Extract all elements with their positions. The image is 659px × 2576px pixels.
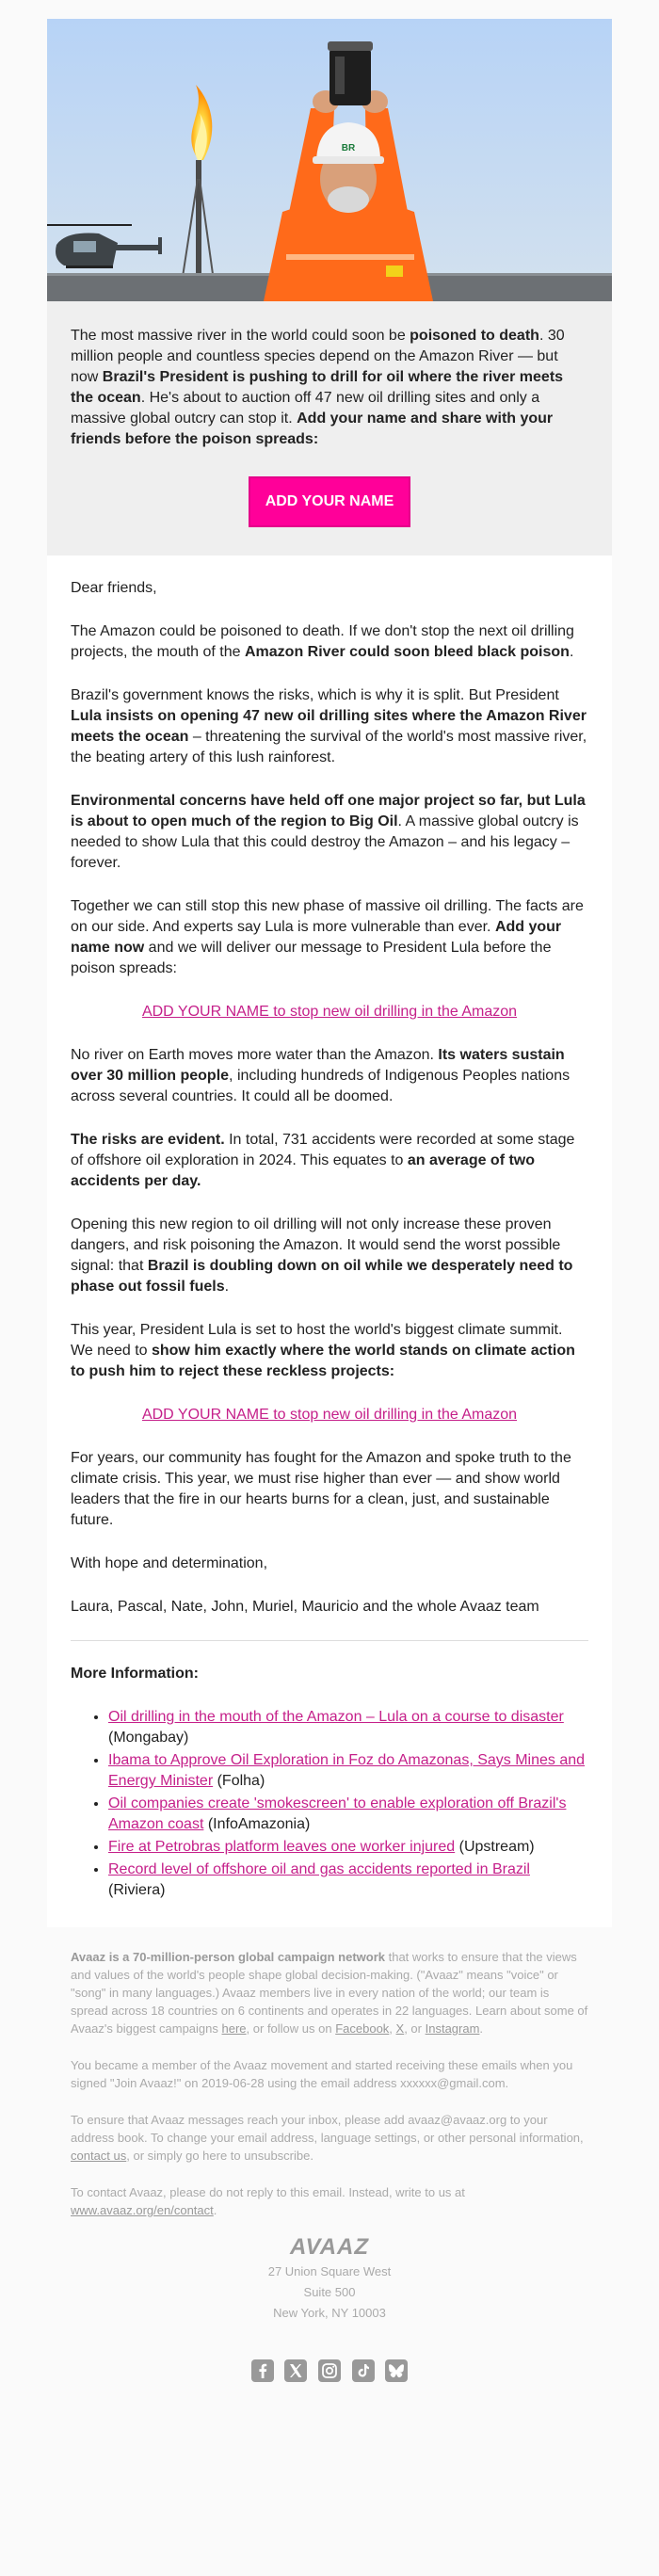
paragraph-9: For years, our community has fought for the Amazon and spoke truth to the climate crisis. This year, we must rise higher than ever — and show world leaders that the fire in our hearts burns for a clean, just, and sustainable future.: [71, 1450, 571, 1528]
p5-text-2: , including hundreds of Indigenous Peoples nations across several countries. It could all be doomed.: [71, 1068, 571, 1104]
sources-list: [71, 1707, 588, 1901]
paragraph-1: [71, 621, 588, 663]
source-link-4[interactable]: Fire at Petrobras platform leaves one worker injured: [108, 1839, 456, 1855]
bluesky-icon[interactable]: [385, 2359, 408, 2382]
intro-bold-3: Add your name and share with your friends before the poison spreads:: [71, 411, 554, 447]
more-information-title: More Information:: [71, 1666, 199, 1682]
p4-text-1: Together we can still stop this new phase of massive oil drilling. The facts are on our side. And experts say Lula is more vulnerable than ever.: [71, 898, 584, 935]
source-item: [108, 1750, 588, 1792]
intro-bold-1: poisoned to death: [410, 328, 539, 344]
paragraph-4: [71, 896, 588, 979]
p3-text-1: . A massive global outcry is needed to show Lula that this could destroy the Amazon – and his legacy – forever.: [71, 813, 579, 871]
p6-bold-1: The risks are evident.: [71, 1132, 225, 1148]
footer-link-contact-url[interactable]: www.avaaz.org/en/contact: [71, 2203, 214, 2217]
address-line-3: New York, NY 10003: [273, 2306, 386, 2320]
intro-text-3: . He's about to auction off 47 new oil drilling sites and only a massive global outcry can stop it.: [71, 390, 540, 427]
footer-about-bold: Avaaz is a 70-million-person global campaign network: [71, 1950, 385, 1964]
p6-text-1: In total, 731 accidents were recorded at some stage of offshore oil exploration in 2024. This equates to: [71, 1132, 575, 1168]
instagram-icon[interactable]: [318, 2359, 341, 2382]
intro-text-2: . 30 million people and countless species depend on the Amazon River — but now: [71, 328, 565, 385]
source-outlet-2: (Folha): [213, 1773, 265, 1789]
footer-about-end: .: [479, 2021, 484, 2036]
address-line-1: 27 Union Square West: [267, 2264, 392, 2278]
p7-text-2: .: [224, 1279, 230, 1295]
footer-inbox: [71, 2111, 588, 2165]
closing: With hope and determination,: [71, 1555, 268, 1571]
facebook-icon[interactable]: [251, 2359, 274, 2382]
footer-link-contact-us[interactable]: contact us: [71, 2149, 127, 2163]
intro-section: [47, 301, 612, 555]
p5-text-1: No river on Earth moves more water than the Amazon.: [71, 1047, 439, 1063]
paragraph-7: [71, 1215, 588, 1297]
p1-bold-1: Amazon River could soon bleed black poison: [245, 644, 570, 660]
footer-contact: [71, 2183, 588, 2219]
greeting: Dear friends,: [71, 580, 157, 596]
tiktok-icon[interactable]: [352, 2359, 375, 2382]
paragraph-8: [71, 1320, 588, 1382]
footer-link-facebook[interactable]: Facebook: [335, 2021, 390, 2036]
source-outlet-4: (Upstream): [455, 1839, 535, 1855]
footer-contact-end: .: [213, 2203, 217, 2217]
p8-bold-1: show him exactly where the world stands on climate action to push him to reject these reckless projects:: [71, 1343, 575, 1379]
petition-link-1-wrap: [71, 1002, 588, 1022]
source-outlet-5: (Riviera): [108, 1882, 166, 1898]
footer-membership: You became a member of the Avaaz movement and started receiving these emails when you signed "Join Avaaz!" on 2019-06-28 using the email address xxxxxx@gmail.com.: [71, 2058, 573, 2090]
paragraph-6: [71, 1130, 588, 1192]
p1-text-1: The Amazon could be poisoned to death. If we don't stop the next oil drilling projects, the mouth of the: [71, 623, 574, 660]
source-link-3[interactable]: Oil companies create 'smokescreen' to enable exploration off Brazil's Amazon coast: [108, 1795, 567, 1832]
p4-bold-1: Add your name now: [71, 919, 562, 956]
footer-link-here[interactable]: here: [221, 2021, 247, 2036]
p4-text-2: and we will deliver our message to President Lula before the poison spreads:: [71, 940, 552, 976]
paragraph-5: [71, 1045, 588, 1107]
divider: [71, 1640, 588, 1641]
p2-text-1: Brazil's government knows the risks, which is why it is split. But President: [71, 687, 559, 703]
email-container: [47, 19, 612, 1927]
footer-about-text-2: , or follow us on: [246, 2021, 336, 2036]
paragraph-3: [71, 791, 588, 874]
intro-text-1: The most massive river in the world could soon be: [71, 328, 410, 344]
p8-text-1: This year, President Lula is set to host the world's biggest climate summit. We need to: [71, 1322, 563, 1359]
petition-link-2-wrap: [71, 1405, 588, 1425]
footer-inbox-text-1: To ensure that Avaaz messages reach your inbox, please add avaaz@avaaz.org to your address book. To change your email address, language settings, or other personal information,: [71, 2113, 584, 2145]
intro-text: [71, 326, 588, 450]
source-item: [108, 1860, 588, 1901]
footer-contact-text: To contact Avaaz, please do not reply to this email. Instead, write to us at: [71, 2185, 465, 2199]
footer: [71, 1927, 588, 2410]
footer-sep-1: ,: [389, 2021, 396, 2036]
p3-bold-1: Environmental concerns have held off one major project so far, but Lula is about to open much of the region to Big Oil: [71, 793, 586, 829]
footer-about: [71, 1948, 588, 2037]
helmet-logo: BR: [341, 143, 356, 153]
footer-about-text-1: that works to ensure that the views and values of the world's people shape global decision-making. ("Avaaz" means "voice" or "song" in many languages.) Avaaz members live in every nation of the world; our team is spread across 18 countries on 6 continents and operates in 22 languages. Learn about some of Avaaz's biggest campaigns: [71, 1950, 588, 2036]
footer-inbox-text-2: , or simply go here to unsubscribe.: [126, 2149, 313, 2163]
footer-sep-2: , or: [404, 2021, 426, 2036]
p1-text-2: .: [569, 644, 574, 660]
source-item: [108, 1837, 588, 1858]
source-outlet-1: (Mongabay): [108, 1730, 189, 1746]
cta-wrapper: [71, 476, 588, 527]
source-link-5[interactable]: Record level of offshore oil and gas accidents reported in Brazil: [108, 1861, 530, 1877]
hero-image: [47, 19, 612, 301]
address-line-2: Suite 500: [303, 2285, 356, 2299]
p7-bold-1: Brazil is doubling down on oil while we desperately need to phase out fossil fuels: [71, 1258, 573, 1295]
avaaz-logo: AVAAZ: [289, 2234, 370, 2260]
source-item: [108, 1707, 588, 1748]
source-outlet-3: (InfoAmazonia): [203, 1816, 311, 1832]
petition-link-1[interactable]: ADD YOUR NAME to stop new oil drilling in the Amazon: [141, 1004, 518, 1020]
source-link-1[interactable]: Oil drilling in the mouth of the Amazon – Lula on a course to disaster: [108, 1709, 564, 1725]
p6-bold-2: an average of two accidents per day.: [71, 1152, 536, 1189]
paragraph-2: [71, 685, 588, 768]
hero-illustration: [47, 19, 612, 301]
petition-link-2[interactable]: ADD YOUR NAME to stop new oil drilling in the Amazon: [141, 1407, 518, 1423]
social-icons: [71, 2359, 588, 2382]
p2-bold-1: Lula insists on opening 47 new oil drilling sites where the Amazon River meets the ocean: [71, 708, 587, 745]
postal-address: [71, 2262, 588, 2324]
intro-bold-2: Brazil's President is pushing to drill for oil where the river meets the ocean: [71, 369, 564, 406]
source-link-2[interactable]: Ibama to Approve Oil Exploration in Foz do Amazonas, Says Mines and Energy Minister: [108, 1752, 586, 1789]
signature: Laura, Pascal, Nate, John, Muriel, Mauricio and the whole Avaaz team: [71, 1599, 539, 1615]
source-item: [108, 1794, 588, 1835]
p5-bold-1: Its waters sustain over 30 million people: [71, 1047, 565, 1084]
p7-text-1: Opening this new region to oil drilling will not only increase these proven dangers, and risk poisoning the Amazon. It would send the worst possible signal: that: [71, 1216, 561, 1274]
p2-text-2: – threatening the survival of the world's most massive river, the beating artery of this lush rainforest.: [71, 729, 587, 765]
add-your-name-button[interactable]: ADD YOUR NAME: [249, 476, 411, 527]
footer-link-x[interactable]: X: [395, 2021, 405, 2036]
footer-link-instagram[interactable]: Instagram: [425, 2021, 480, 2036]
letter-body: [47, 555, 612, 1927]
x-icon[interactable]: [284, 2359, 307, 2382]
